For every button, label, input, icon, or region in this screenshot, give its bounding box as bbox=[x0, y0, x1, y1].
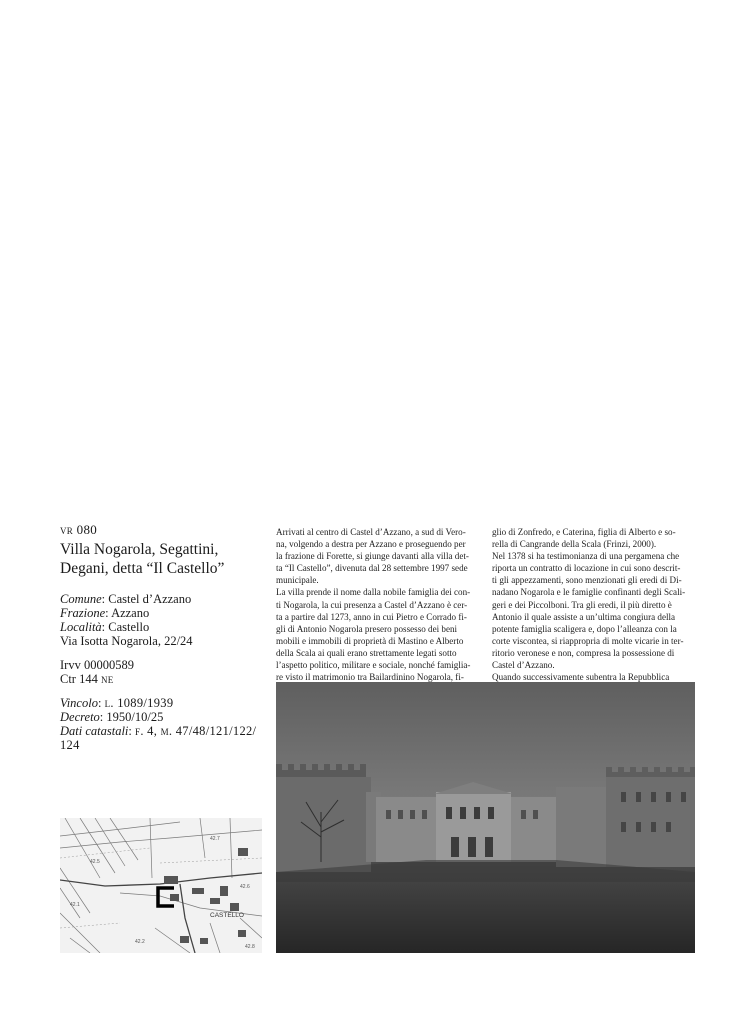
col1-line: l’aspetto politico, militare e sociale, nonché famiglia- bbox=[276, 660, 471, 671]
col2-line: geri e dei Piccolboni. Tra gli eredi, il più diretto è bbox=[492, 599, 672, 610]
col1-line: ti Nogarola, la cui presenza a Castel d’Azzano è cer- bbox=[276, 599, 468, 610]
col2-line: Antonio il quale assiste a un’ultima congiura della bbox=[492, 611, 676, 622]
left-wing bbox=[276, 764, 381, 872]
map-spot-height: 42.2 bbox=[135, 939, 145, 945]
decreto-value: 1950/10/25 bbox=[106, 710, 164, 724]
comune-label: Comune bbox=[60, 592, 102, 606]
record-sidebar bbox=[60, 522, 265, 762]
col2-line: potente famiglia scaligera e, dopo l’alleanza con la bbox=[492, 623, 677, 634]
map-spot-height: 42.1 bbox=[70, 902, 80, 908]
irvv-line: Irvv 00000589 bbox=[60, 658, 134, 672]
col2-line: riporta un contratto di locazione in cui sono descrit- bbox=[492, 563, 681, 574]
col1-line: La villa prende il nome dalla nobile famiglia dei con- bbox=[276, 587, 471, 598]
record-title bbox=[60, 540, 265, 578]
record-title-line-1: Villa Nogarola, Segattini, bbox=[60, 541, 219, 558]
vincolo-label: Vincolo bbox=[60, 696, 98, 710]
body-column-1 bbox=[276, 526, 479, 683]
col2-line: corte viscontea, si riappropria di molte vicarie in ter- bbox=[492, 635, 684, 646]
col2-line: Nel 1378 si ha testimonianza di una pergamena che bbox=[492, 551, 680, 562]
body-column-2 bbox=[492, 526, 695, 683]
col1-line: della Scala ai quali erano strettamente legati sotto bbox=[276, 647, 457, 658]
col1-line: Arrivati al centro di Castel d’Azzano, a sud di Vero- bbox=[276, 527, 466, 537]
frazione-label: Frazione bbox=[60, 606, 106, 620]
frazione-line: Frazione: Azzano bbox=[60, 606, 150, 620]
col2-line: ritorio veronese e non, compresa la possessione di bbox=[492, 647, 675, 658]
record-title-line-2: Degani, detta “Il Castello” bbox=[60, 560, 225, 577]
decreto-label: Decreto bbox=[60, 710, 100, 724]
col2-line: Quando successivamente subentra la Repubblica bbox=[492, 672, 670, 683]
col2-line: rella di Cangrande della Scala (Frinzi, 2000). bbox=[492, 539, 657, 550]
map-spot-height: 42.5 bbox=[90, 859, 100, 865]
col2-line: Castel d’Azzano. bbox=[492, 660, 555, 671]
dati-line: Dati catastali: f. 4, m. 47/48/121/122/ bbox=[60, 724, 257, 738]
legal-block bbox=[60, 696, 265, 752]
localita-value: Castello bbox=[108, 620, 150, 634]
col1-line: ta “Il Castello”, divenuta dal 28 settembre 1997 sede bbox=[276, 563, 468, 574]
col2-line: nadano Nogarola e le famiglie confinanti degli Scali- bbox=[492, 587, 686, 598]
record-code: vr 080 bbox=[60, 522, 98, 537]
localita-label: Località bbox=[60, 620, 102, 634]
dati-line-2: 124 bbox=[60, 738, 80, 752]
location-map bbox=[60, 818, 262, 953]
col2-line: ti gli appezzamenti, sono menzionati gli eredi di Di- bbox=[492, 575, 682, 586]
comune-value: Castel d’Azzano bbox=[108, 592, 192, 606]
catalog-block bbox=[60, 658, 265, 686]
localita-line: Località: Castello bbox=[60, 620, 150, 634]
col1-line: re visto il matrimonio tra Bailardinino Nogarola, fi- bbox=[276, 672, 464, 683]
decreto-line: Decreto: 1950/10/25 bbox=[60, 710, 164, 724]
col1-line: gli di Antonio Nogarola presero possesso dei beni bbox=[276, 623, 458, 634]
map-spot-height: 42.6 bbox=[240, 884, 250, 890]
frazione-value: Azzano bbox=[111, 606, 150, 620]
col1-line: ta a partire dal 1273, anno in cui Pietro e Corrado fi- bbox=[276, 611, 467, 622]
comune-line: Comune: Castel d’Azzano bbox=[60, 592, 192, 606]
address-line: Via Isotta Nogarola, 22/24 bbox=[60, 634, 193, 648]
col1-line: la frazione di Forette, si giunge davanti alla villa det- bbox=[276, 551, 469, 562]
ctr-line bbox=[60, 672, 265, 686]
dati-label: Dati catastali bbox=[60, 724, 129, 738]
ctr-prefix: Ctr 144 bbox=[60, 672, 98, 686]
vincolo-value: l. 1089/1939 bbox=[104, 696, 174, 710]
col1-line: na, volgendo a destra per Azzano e proseguendo per bbox=[276, 539, 466, 550]
vincolo-line: Vincolo: l. 1089/1939 bbox=[60, 696, 174, 710]
ctr-suffix: ne bbox=[100, 672, 114, 686]
map-place-label: CASTELLO bbox=[210, 912, 244, 919]
map-spot-height: 42.8 bbox=[245, 944, 255, 950]
col1-line: municipale. bbox=[276, 575, 319, 586]
dati-value: f. 4, m. 47/48/121/122/ bbox=[135, 724, 257, 738]
villa-photo bbox=[276, 682, 695, 953]
location-block bbox=[60, 592, 265, 648]
col2-line: glio di Zonfredo, e Caterina, figlia di Alberto e so- bbox=[492, 527, 676, 537]
map-spot-height: 42.7 bbox=[210, 836, 220, 842]
col1-line: mobili e immobili di proprietà di Mastino e Alberto bbox=[276, 635, 464, 646]
